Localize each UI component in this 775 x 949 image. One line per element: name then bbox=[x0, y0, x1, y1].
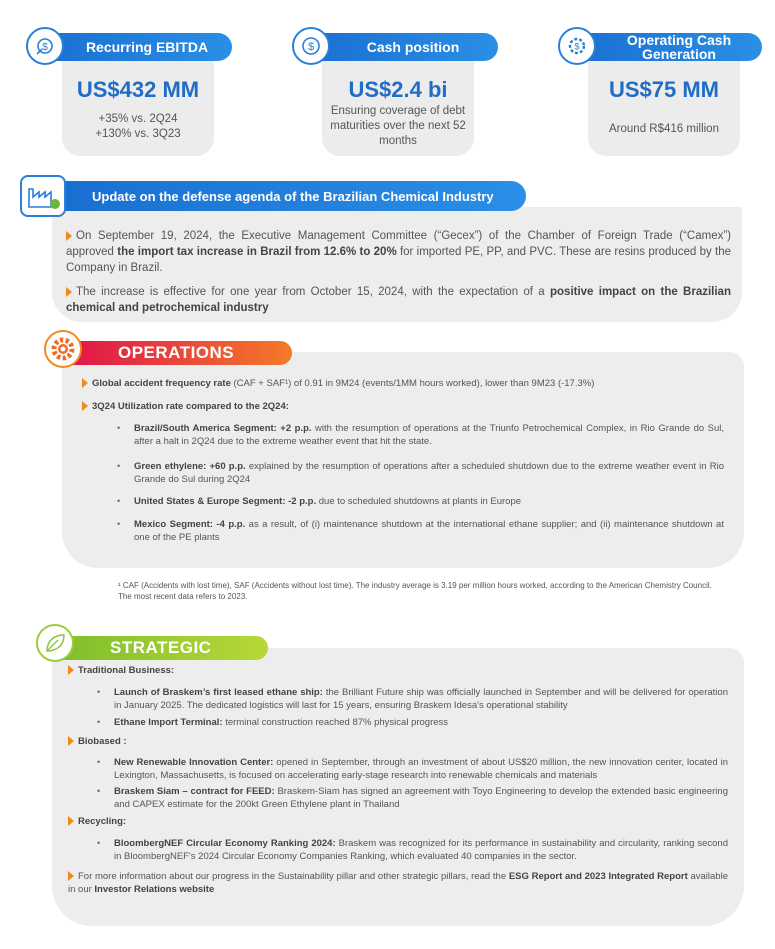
bullet-dot: • bbox=[117, 519, 121, 529]
strategic-item: Ethane Import Terminal: terminal construction reached 87% physical progress bbox=[114, 717, 449, 728]
bullet-dot: • bbox=[117, 496, 121, 506]
kpi-line: +130% vs. 3Q23 bbox=[95, 128, 181, 140]
kpi-line: Around R$416 million bbox=[609, 123, 719, 135]
bullet-arrow-icon bbox=[66, 287, 72, 297]
defense-paragraph-1: On September 19, 2024, the Executive Management Committee (“Gecex”) of the Chamber of Foreign Trade (“Camex”) approved the import tax increase in Brazil from 12.6% to 20% for imported PE, PP, and PVC. These are resins produced by the Company in Brazil. bbox=[66, 230, 731, 274]
strategic-item: Braskem Siam – contract for FEED: Braskem-Siam has signed an agreement with Toyo Engineering to develop the extended basic engineering and CAPEX estimate for the 200kt Green Ethylene plant in Thailand bbox=[114, 786, 728, 810]
strategic-item: Launch of Braskem’s first leased ethane ship: the Brilliant Future ship was officially launched in September and will be delivered for operation in January 2025. The dedicated logistics will last for 15 years, ensuring Braskem Idesa's operational stability bbox=[114, 687, 728, 711]
bullet-dot: • bbox=[97, 757, 101, 767]
kpi-line: +35% vs. 2Q24 bbox=[98, 113, 178, 125]
svg-text:$: $ bbox=[574, 41, 580, 52]
factory-icon bbox=[20, 175, 66, 217]
bullet-arrow-icon bbox=[68, 871, 74, 881]
cash-gear-icon bbox=[558, 27, 596, 65]
ops-bullet-accident: Global accident frequency rate (CAF + SAF¹) of 0.91 in 9M24 (events/1MM hours worked), lower than 9M23 (-17.3%) bbox=[82, 377, 732, 390]
kpi-value-ebitda: US$432 MM bbox=[76, 77, 200, 102]
ops-item: Brazil/South America Segment: +2 p.p. with the resumption of operations at the Triunfo Petrochemical Complex, in Rio Grande do Sul, after a halt in 2Q24 due to the extreme weather event that hit the state. bbox=[134, 423, 724, 447]
bullet-arrow-icon bbox=[82, 378, 88, 388]
dollar-icon bbox=[292, 27, 330, 65]
bullet-arrow-icon bbox=[68, 816, 74, 826]
bullet-arrow-icon bbox=[82, 401, 88, 411]
defense-paragraph-2: The increase is effective for one year from October 15, 2024, with the expectation of a positive impact on the Brazilian chemical and petrochemical industry bbox=[66, 286, 731, 314]
strategic-more-info: For more information about our progress in the Sustainability pillar and other strategic pillars, read the ESG Report and 2023 Integrated Report available in our Investor Relations website bbox=[68, 871, 728, 895]
svg-text:$: $ bbox=[307, 41, 315, 53]
strategic-heading-biobased: Biobased : bbox=[68, 735, 718, 748]
bullet-dot: • bbox=[97, 717, 101, 727]
kpi-line: Ensuring coverage of debt bbox=[330, 105, 466, 117]
bullet-arrow-icon bbox=[68, 665, 74, 675]
strategic-heading-recycling: Recycling: bbox=[68, 815, 718, 828]
defense-title-bar: Update on the defense agenda of the Brazilian Chemical Industry bbox=[60, 181, 526, 211]
svg-text:$: $ bbox=[42, 42, 48, 53]
investor-relations-link[interactable]: Investor Relations website bbox=[94, 884, 215, 895]
ebitda-chart-icon bbox=[26, 27, 64, 65]
operations-footnote: ¹ CAF (Accidents with lost time), SAF (Accidents without lost time). The industry average is 3.19 per million hours worked, according to the American Chemistry Council. The most recent data refers to 2023. bbox=[118, 581, 712, 601]
strategic-item: BloombergNEF Circular Economy Ranking 2024: Braskem was recognized for its performance in sustainability and circularity, ranking second in BloombergNEF's 2024 Circular Economy Companies Ranking, which evaluated 40 companies in the sector. bbox=[114, 838, 728, 862]
kpi-title-cash: Cash position bbox=[306, 33, 498, 61]
kpi-value-ocg: US$75 MM bbox=[608, 77, 720, 102]
kpi-value-cash: US$2.4 bi bbox=[348, 77, 448, 102]
strategic-item: New Renewable Innovation Center: opened in September, through an investment of about US$20 million, the new innovation center, located in Lexington, Massachusetts, is focused on accelerating early-stage research into renewable chemicals and materials bbox=[114, 757, 728, 781]
strategic-title-bar: STRATEGIC bbox=[60, 636, 268, 660]
ops-item: Green ethylene: +60 p.p. explained by the resumption of operations after a scheduled shutdown due to the extreme weather event in Rio Grande do Sul during 2Q24 bbox=[134, 461, 724, 485]
bullet-dot: • bbox=[117, 461, 121, 471]
ops-item: United States & Europe Segment: -2 p.p. due to scheduled shutdowns at plants in Europe bbox=[134, 496, 522, 507]
bullet-dot: • bbox=[97, 786, 101, 796]
ops-item: Mexico Segment: -4 p.p. as a result, of (i) maintenance shutdown at the international ethane supplier; and (ii) maintenance shutdown at one of the PE plants bbox=[134, 519, 724, 543]
kpi-line: months bbox=[379, 135, 417, 147]
kpi-title-ebitda: Recurring EBITDA bbox=[40, 33, 232, 61]
operations-title-bar: OPERATIONS bbox=[66, 341, 292, 365]
kpi-title-ocg: Operating Cash Generation bbox=[572, 33, 762, 61]
bullet-dot: • bbox=[117, 423, 121, 433]
gear-icon bbox=[44, 330, 82, 368]
bullet-dot: • bbox=[97, 838, 101, 848]
bullet-dot: • bbox=[97, 687, 101, 697]
bullet-arrow-icon bbox=[66, 231, 72, 241]
bullet-arrow-icon bbox=[68, 736, 74, 746]
leaf-icon bbox=[36, 624, 74, 662]
strategic-heading-traditional: Traditional Business: bbox=[68, 664, 718, 677]
ops-bullet-utilization: 3Q24 Utilization rate compared to the 2Q24: bbox=[82, 400, 732, 413]
kpi-card-ocg bbox=[588, 58, 740, 156]
kpi-line: maturities over the next 52 bbox=[330, 120, 466, 132]
